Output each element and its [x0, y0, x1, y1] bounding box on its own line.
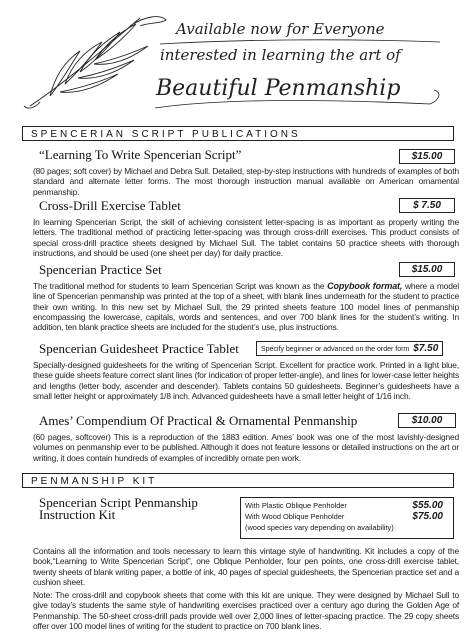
price-tag: $55.00 — [412, 500, 443, 511]
product-description — [33, 281, 459, 332]
description-part: where a model line of Spencerian penmanship was printed at the top of a sheet, with blank lines underneath for the student to practice their own writing. In this new set by Michael Sull, the 29 printed sheets feature 100 model lines of penmanship encompassing the lowercase, capitals, words and sentences, and over 700 blank lines for the student’s writing. In addition, ten blank practice sheets are included for the student’s use, plus instructions. — [33, 281, 459, 333]
header-line-1: Available now for Everyone — [176, 20, 385, 38]
header-artwork — [0, 0, 474, 118]
product-description: In learning Spencerian Script, the skill of achieving consistent letter-spacing is as important as properly writing the letters. The traditional method of practicing letter-spacing was through cross-drill exercises. This product consists of special cross-drill practice sheets designed by Michael Sull. The tablet contains 50 practice sheets with thorough instructions, and should be used (one sheet per day) for daily practice. — [33, 217, 459, 258]
section-penmanship-kit: PENMANSHIP KIT — [22, 473, 454, 488]
kit-note-text: Note: The cross-drill and copybook sheets that come with this kit are unique. They were designed by Michael Sull to give today’s students the same style of handwriting exercises practiced over a century ago during the Golden Age of Penmanship. The 50-sheet cross-drill pads provide well over 2,000 lines of letter-spacing practice. The 29 copy sheets offer over 100 model lines of writing for the student to practice on 700 blank lines. — [33, 590, 459, 632]
price-tag: $ 7.50 — [399, 198, 455, 213]
kit-option-note: (wood species vary depending on availability) — [245, 523, 394, 532]
price-tag: $7.50 — [413, 343, 439, 354]
kit-title-line-1: Spencerian Script Penmanship — [39, 495, 198, 510]
product-practice-set — [33, 262, 459, 332]
quill-flourish-icon — [20, 6, 170, 116]
price-tag: $10.00 — [398, 413, 456, 428]
header-line-3: Beautiful Penmanship — [156, 76, 401, 101]
price-tag: $15.00 — [399, 149, 455, 164]
kit-option-label: With Plastic Oblique Penholder — [245, 501, 347, 510]
section-publications: SPENCERIAN SCRIPT PUBLICATIONS — [22, 126, 454, 141]
copybook-format-emphasis: Copybook format, — [327, 281, 403, 291]
product-description: Specially-designed guidesheets for the writing of Spencerian Script. Excellent for practice work. Printed in a light blue, these guide sheets feature correct slant lines (for indication of proper letter-angle), and lines for lower-case letter heights and lengths (letter body, ascender and descender). Tablets contains 50 guidesheets. Beginner’s guidesheets have a small letter height or approximately 1/8 inch. Advanced guidesheets have a small letter height of 1/16 inch. — [33, 360, 459, 401]
order-note-box — [256, 341, 443, 356]
product-title: Ames’ Compendium Of Practical & Ornamental Penmanship — [39, 413, 358, 428]
kit-options-box — [240, 497, 454, 539]
product-title: Spencerian Guidesheet Practice Tablet — [39, 341, 239, 356]
description-part: The traditional method for students to learn Spencerian Script was known as the — [33, 281, 328, 291]
product-cross-drill — [33, 198, 459, 258]
kit-description-text: Contains all the information and tools necessary to learn this vintage style of handwriting. Kit includes a copy of the book,“Learning to Write Spencerian Script”, one Oblique Penholder, four pen points, one cross-drill exercise tablet, twenty sheets of blank writing paper, a bottle of ink, 40 pages of special guidesheets, the Spencerian practice set and a cushion sheet. — [33, 546, 459, 587]
product-title: Spencerian Practice Set — [39, 262, 162, 277]
order-note: Specify beginner or advanced on the order form — [261, 346, 410, 353]
price-tag: $75.00 — [412, 511, 443, 522]
kit-option-plastic — [245, 500, 449, 511]
product-title: Cross-Drill Exercise Tablet — [39, 198, 181, 213]
product-learning-to-write — [33, 147, 459, 197]
kit-title-line-2: Instruction Kit — [39, 507, 116, 522]
product-description: (60 pages, softcover) This is a reproduction of the 1883 edition. Ames’ book was one of the most lavishly-designed volumes on penmanship ever to be published. Although it does not feature lessons or detailed instructions on the art or writing, it does contain hundreds of examples of incredibly ornate pen work. — [33, 432, 459, 463]
price-tag: $15.00 — [399, 262, 455, 277]
kit-description — [33, 546, 459, 631]
kit-option-label: With Wood Oblique Penholder — [245, 512, 345, 521]
product-description: (80 pages; soft cover) by Michael and Debra Sull. Detailed, step-by-step instructions with hundreds of examples of both standard and alternate letter forms. The most thorough instruction manual available on American ornamental penmanship. — [33, 166, 459, 197]
header-line-2: interested in learning the art of — [160, 46, 401, 64]
product-title: “Learning To Write Spencerian Script” — [39, 147, 242, 162]
product-ames-compendium — [33, 413, 459, 463]
kit-option-wood — [245, 511, 449, 522]
